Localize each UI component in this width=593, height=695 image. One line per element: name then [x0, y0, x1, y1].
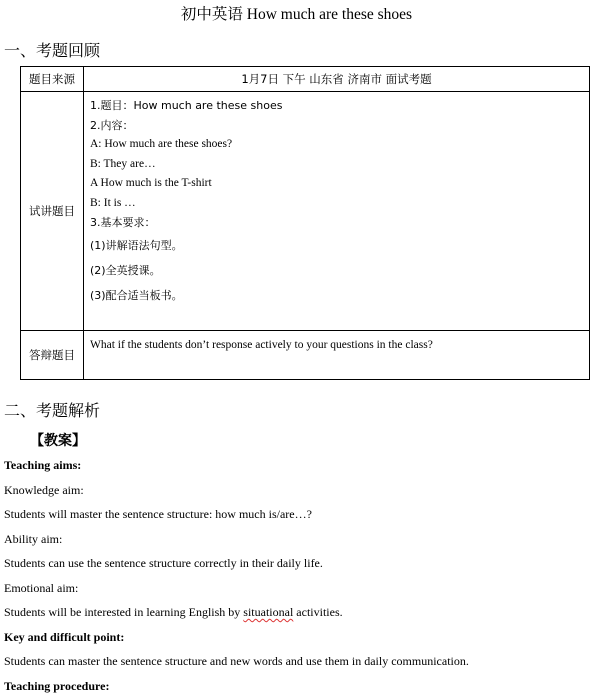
knowledge-aim-label: Knowledge aim:	[4, 483, 84, 497]
ability-aim-label: Ability aim:	[4, 532, 63, 546]
ability-aim-text: Students can use the sentence structure correctly in their daily life.	[4, 556, 323, 570]
source-label: 题目来源	[21, 67, 84, 92]
defense-value: What if the students don’t response actively to your questions in the class?	[84, 331, 590, 380]
topic-line: 1.题目：How much are these shoes	[90, 99, 283, 112]
knowledge-aim-text: Students will master the sentence structure: how much is/are…?	[4, 507, 312, 521]
lesson-plan-label: 【教案】	[30, 433, 86, 449]
emotional-aim-text	[4, 605, 343, 620]
emotional-aim-label: Emotional aim:	[4, 581, 79, 595]
topic-line: A: How much are these shoes?	[90, 138, 233, 150]
requirement-item: (1)讲解语法句型。	[90, 238, 183, 252]
emotional-text-start: Students will be interested in learning English by	[4, 605, 244, 619]
topic-line: 3.基本要求：	[90, 216, 156, 229]
teaching-aims-heading: Teaching aims:	[4, 458, 82, 472]
teaching-procedure-heading: Teaching procedure:	[4, 679, 110, 693]
topic-line: A How much is the T-shirt	[90, 177, 212, 189]
table-row-topic	[21, 92, 590, 331]
topic-line: B: They are…	[90, 157, 156, 170]
topic-line: B: It is …	[90, 196, 136, 209]
section-heading-review: 一、考题回顾	[4, 41, 101, 60]
key-point-text: Students can master the sentence structure and new words and use them in daily communication.	[4, 654, 469, 668]
table-row-defense	[21, 331, 590, 380]
document-title: 初中英语 How much are these shoes	[180, 6, 413, 23]
section-heading-analysis: 二、考题解析	[4, 401, 101, 420]
requirement-item: (3)配合适当板书。	[90, 288, 183, 302]
topic-line: 2.内容：	[90, 118, 134, 132]
requirement-item: (2)全英授课。	[90, 263, 161, 277]
exam-info-table	[20, 66, 590, 380]
topic-label: 试讲题目	[21, 92, 84, 331]
emotional-text-end: activities.	[293, 605, 343, 619]
defense-label: 答辩题目	[21, 331, 84, 380]
source-value: 1月7日 下午 山东省 济南市 面试考题	[84, 67, 590, 92]
key-point-heading: Key and difficult point:	[4, 630, 125, 644]
topic-content	[84, 92, 590, 331]
spellcheck-word: situational	[243, 605, 294, 619]
table-row-source	[21, 67, 590, 92]
